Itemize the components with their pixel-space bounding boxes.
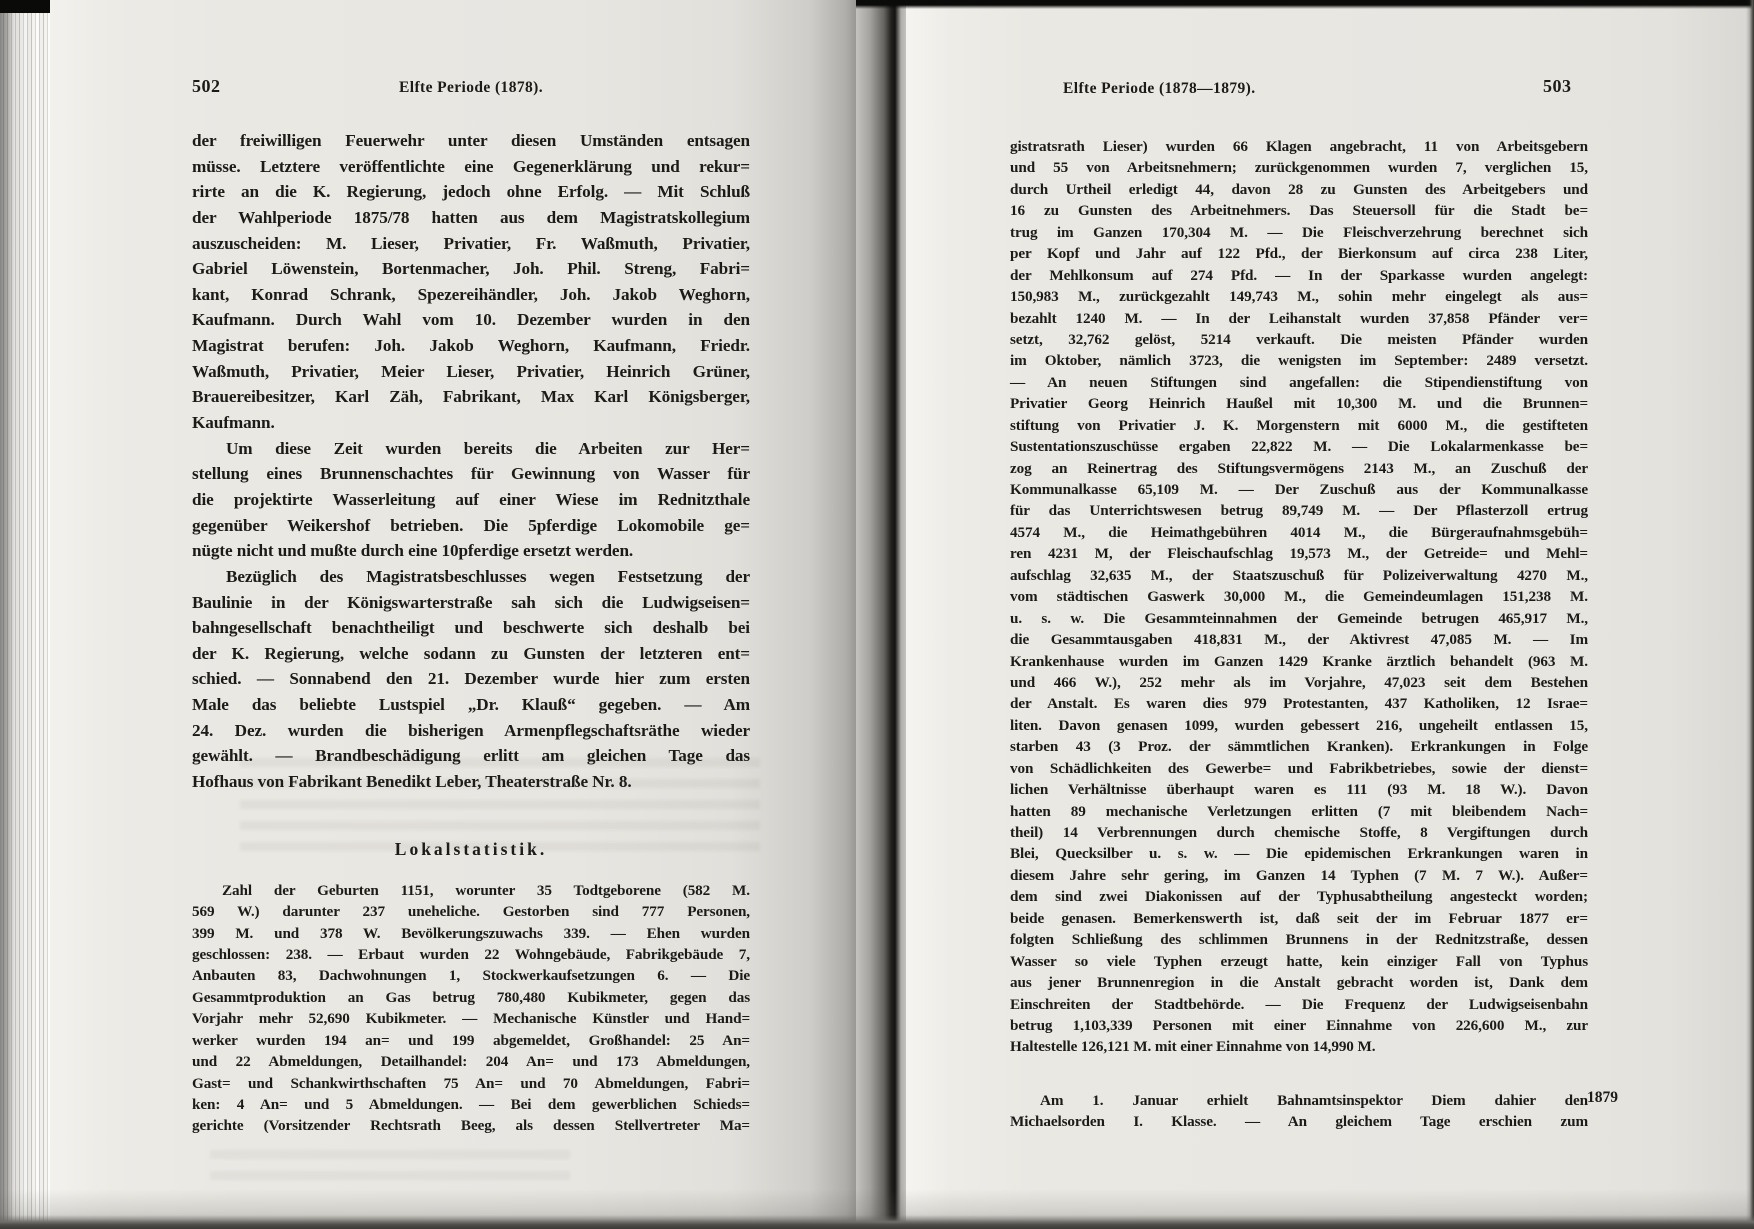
text-line: Brauereibesitzer, Karl Zäh, Fabrikant, Max Karl Königsberger, — [192, 387, 750, 407]
text-line: stiftung von Privatier J. K. Morgenstern mit 6000 M., die gestifteten — [1010, 416, 1588, 434]
text-line: Blei, Quecksilber u. s. w. — Die epidemischen Erkrankungen waren in — [1010, 845, 1588, 863]
margin-year-note: 1879 — [1587, 1089, 1618, 1106]
text-line: Krankenhause wurden im Ganzen 1429 Kranke ärztlich behandelt (963 M. — [1010, 652, 1588, 670]
text-line: und 55 von Arbeitsnehmern; zurückgenommen wurden 7, verglichen 15, — [1010, 159, 1588, 177]
text-line: durch Urtheil erledigt 44, davon 28 zu Gunsten des Arbeitgebers und — [1010, 180, 1588, 198]
text-line: liten. Davon genasen 1099, wurden gebessert 216, ungeheilt entlassen 15, — [1010, 716, 1588, 734]
text-line: beide genasen. Bemerkenswerth ist, daß seit der im Februar 1877 er= — [1010, 909, 1588, 927]
text-line: bahngesellschaft benachtheiligt und beschwerte sich deshalb bei — [192, 618, 750, 638]
text-line: geschlossen: 238. — Erbaut wurden 22 Wohngebäude, Fabrikgebäude 7, — [192, 945, 750, 963]
text-line: Wasser so viele Typhen erzeugt hatte, kein einziger Fall von Typhus — [1010, 952, 1588, 970]
running-header-left: Elfte Periode (1878). — [399, 79, 543, 96]
text-line: werker wurden 194 an= und 199 abgemeldet, Großhandel: 25 An= — [192, 1031, 750, 1049]
text-line: schied. — Sonnabend den 21. Dezember wurde hier zum ersten — [192, 669, 750, 689]
text-line: gistratsrath Lieser) wurden 66 Klagen angebracht, 11 von Arbeitsgebern — [1010, 138, 1588, 155]
text-line: Hofhaus von Fabrikant Benedikt Leber, Theaterstraße Nr. 8. — [192, 772, 632, 792]
text-line: Kaufmann. — [192, 413, 275, 433]
text-line: — An neuen Stiftungen sind angefallen: die Stipendienstiftung von — [1010, 373, 1588, 391]
text-line: Privatier Georg Heinrich Haußel mit 10,300 M. und die Brunnen= — [1010, 395, 1588, 413]
text-line: der Mehlkonsum auf 274 Pfd. — In der Sparkasse wurden angelegt: — [1010, 266, 1588, 284]
text-line: Gabriel Löwenstein, Bortenmacher, Joh. Phil. Streng, Fabri= — [192, 259, 750, 279]
text-line: 150,983 M., zurückgezahlt 149,743 M., sohin mehr eingelegt als aus= — [1010, 288, 1588, 306]
text-line: der K. Regierung, welche sodann zu Gunsten der letzteren ent= — [192, 643, 750, 663]
scan-bottom-edge — [0, 1215, 1754, 1229]
text-line: diesem Jahre sehr gering, im Ganzen 14 Typhen (7 M. 7 W.). Außer= — [1010, 866, 1588, 884]
text-line: dem sind zwei Diakonissen auf der Typhusabtheilung angesteckt worden; — [1010, 888, 1588, 906]
text-line: ren 4231 M, der Fleischaufschlag 19,573 M., der Getreide= und Mehl= — [1010, 545, 1588, 563]
text-line: Gesammtproduktion an Gas betrug 780,480 Kubikmeter, gegen das — [192, 988, 750, 1006]
text-line: für das Unterrichtswesen betrug 89,749 M. — Der Pflasterzoll ertrug — [1010, 502, 1588, 520]
bleed-through-texture — [210, 1150, 570, 1190]
text-line: Michaelsorden I. Klasse. — An gleichem Tage erschien zum — [1010, 1113, 1588, 1131]
text-line: 399 M. und 378 W. Bevölkerungszuwachs 339. — Ehen wurden — [192, 924, 750, 942]
text-line: gegenüber Weikershof betrieben. Die 5pferdige Lokomobile ge= — [192, 515, 750, 535]
text-line: die Gesammtausgaben 418,831 M., der Aktivrest 47,085 M. — Im — [1010, 631, 1588, 649]
text-line: Vorjahr mehr 52,690 Kubikmeter. — Mechanische Künstler und Hand= — [192, 1010, 750, 1028]
text-line: lichen Verhältnisse überhaupt waren es 111 (93 M. 18 W.). Davon — [1010, 781, 1588, 799]
text-line: Magistrat berufen: Joh. Jakob Weghorn, Kaufmann, Friedr. — [192, 336, 750, 356]
paragraph — [192, 564, 750, 795]
text-line: von Schädlichkeiten des Gewerbe= und Fabrikbetriebes, sowie der dienst= — [1010, 759, 1588, 777]
paragraph — [192, 128, 750, 436]
text-line: im Oktober, nämlich 3723, die wenigsten im September: 2489 versetzt. — [1010, 352, 1588, 370]
text-line: Bezüglich des Magistratsbeschlusses wegen Festsetzung der — [226, 566, 750, 586]
text-line: aus jener Brunnenregion in die Anstalt gebracht worden ist, Dank dem — [1010, 974, 1588, 992]
text-line: rirte an die K. Regierung, jedoch ohne Erfolg. — Mit Schluß — [192, 182, 750, 202]
section-heading: Lokalstatistik. — [394, 838, 548, 859]
page-number-left: 502 — [192, 76, 221, 96]
text-line: hatten 89 mechanische Verletzungen erlitten (7 mit bleibendem Nach= — [1010, 802, 1588, 820]
text-line: 569 W.) darunter 237 uneheliche. Gestorben sind 777 Personen, — [192, 903, 750, 921]
text-line: u. s. w. Die Gesammteinnahmen der Gemeinde betrugen 465,917 M., — [1010, 609, 1588, 627]
text-line: müsse. Letztere veröffentlichte eine Gegenerklärung und rekur= — [192, 156, 750, 176]
text-line: aufschlag 32,635 M., der Staatszuschuß für Polizeiverwaltung 4270 M., — [1010, 566, 1588, 584]
text-line: nügte nicht und mußte durch eine 10pferdige ersetzt werden. — [192, 541, 634, 561]
text-line: kant, Konrad Schrank, Spezereihändler, Joh. Jakob Weghorn, — [192, 284, 750, 304]
scan-dark-corner — [0, 0, 54, 13]
text-line: starben 43 (3 Proz. der sämmtlichen Kranken). Erkrankungen in Folge — [1010, 738, 1588, 756]
text-line: der Wahlperiode 1875/78 hatten aus dem Magistratskollegium — [192, 207, 750, 227]
text-block-left — [192, 128, 750, 1137]
text-line: und 22 Abmeldungen, Detailhandel: 204 An= und 173 Abmeldungen, — [192, 1053, 750, 1071]
text-line: vom städtischen Gaswerk 30,000 M., die Gemeindeumlagen 151,238 M. — [1010, 588, 1588, 606]
text-line: Am 1. Januar erhielt Bahnamtsinspektor Diem dahier den — [1040, 1091, 1588, 1109]
text-line: theil) 14 Verbrennungen durch chemische Stoffe, 8 Vergiftungen durch — [1010, 824, 1588, 841]
page-stack-edge — [0, 0, 50, 1229]
text-line: zog an Reinertrag des Stiftungsvermögens 2143 M., an Zuschuß der — [1010, 459, 1588, 477]
text-line: Waßmuth, Privatier, Meier Lieser, Privatier, Heinrich Grüner, — [192, 361, 750, 381]
page-number-right: 503 — [1543, 76, 1572, 96]
text-line: Anbauten 83, Dachwohnungen 1, Stockwerkaufsetzungen 6. — Die — [192, 967, 750, 985]
text-line: Kaufmann. Durch Wahl vom 10. Dezember wurden in den — [192, 310, 750, 330]
text-line: Einschreiten der Stadtbehörde. — Die Frequenz der Ludwigseisenbahn — [1010, 995, 1588, 1013]
text-line: Male das beliebte Lustspiel „Dr. Klauß“ gegeben. — Am — [192, 695, 750, 715]
text-line: per Kopf und Jahr auf 122 Pfd., der Bierkonsum auf circa 238 Liter, — [1010, 245, 1588, 263]
text-line: der freiwilligen Feuerwehr unter diesen Umständen entsagen — [192, 131, 750, 150]
text-line: Zahl der Geburten 1151, worunter 35 Todtgeborene (582 M. — [222, 881, 750, 899]
text-line: Sustentationszuschüsse ergaben 22,822 M. — Die Lokalarmenkasse be= — [1010, 438, 1588, 456]
text-line: 4574 M., die Heimathgebühren 4014 M., die Bürgeraufnahmsgebüh= — [1010, 523, 1588, 541]
text-line: folgten Schließung des schlimmen Brunnens in der Rednitzstraße, dessen — [1010, 931, 1588, 949]
text-line: auszuscheiden: M. Lieser, Privatier, Fr. Waßmuth, Privatier, — [192, 233, 750, 253]
text-line: trug im Ganzen 170,304 M. — Die Fleischverzehrung berechnet sich — [1010, 223, 1588, 241]
paragraph — [1010, 1090, 1588, 1133]
paragraph — [192, 436, 750, 564]
text-line: ken: 4 An= und 5 Abmeldungen. — Bei dem gewerblichen Schieds= — [192, 1096, 750, 1114]
running-header-right: Elfte Periode (1878—1879). — [1063, 80, 1256, 97]
text-line: Kommunalkasse 65,109 M. — Der Zuschuß aus der Kommunalkasse — [1010, 481, 1588, 498]
text-line: bezahlt 1240 M. — In der Leihanstalt wurden 37,858 Pfänder ver= — [1010, 309, 1588, 327]
text-line: stellung eines Brunnenschachtes für Gewinnung von Wasser für — [192, 464, 750, 484]
text-line: 24. Dez. wurden die bisherigen Armenpflegschaftsräthe wieder — [192, 720, 750, 740]
text-line: setzt, 32,762 gelöst, 5214 verkauft. Die meisten Pfänder wurden — [1010, 330, 1588, 348]
scan-top-edge — [856, 0, 1754, 9]
paragraph — [1010, 136, 1588, 1058]
text-line: betrug 1,103,339 Personen mit einer Einnahme von 226,600 M., zur — [1010, 1016, 1588, 1034]
text-line: Gast= und Schankwirthschaften 75 An= und 70 Abmeldungen, Fabri= — [192, 1074, 750, 1092]
text-line: Haltestelle 126,121 M. mit einer Einnahme von 14,990 M. — [1010, 1038, 1376, 1056]
text-line: Baulinie in der Königswarterstraße sah sich die Ludwigseisen= — [192, 592, 750, 612]
text-line: Um diese Zeit wurden bereits die Arbeiten zur Her= — [226, 438, 750, 458]
text-line: der Anstalt. Es waren dies 979 Protestanten, 437 Katholiken, 12 Israe= — [1010, 695, 1588, 713]
text-block-right — [1010, 136, 1588, 1133]
text-line: 16 zu Gunsten des Arbeitnehmers. Das Steuersoll für die Stadt be= — [1010, 202, 1588, 220]
paragraph — [192, 880, 750, 1137]
text-line: gerichte (Vorsitzender Rechtsrath Beeg, als dessen Stellvertreter Ma= — [192, 1117, 750, 1135]
text-line: gewählt. — Brandbeschädigung erlitt am gleichen Tage das — [192, 746, 750, 766]
text-line: die projektirte Wasserleitung auf einer Wiese im Rednitzthale — [192, 489, 750, 509]
page-left-502 — [50, 0, 856, 1229]
page-right-503 — [906, 0, 1754, 1229]
text-line: und 466 W.), 252 mehr als im Vorjahre, 47,023 seit dem Bestehen — [1010, 673, 1588, 691]
scan-right-edge — [1746, 0, 1754, 1229]
